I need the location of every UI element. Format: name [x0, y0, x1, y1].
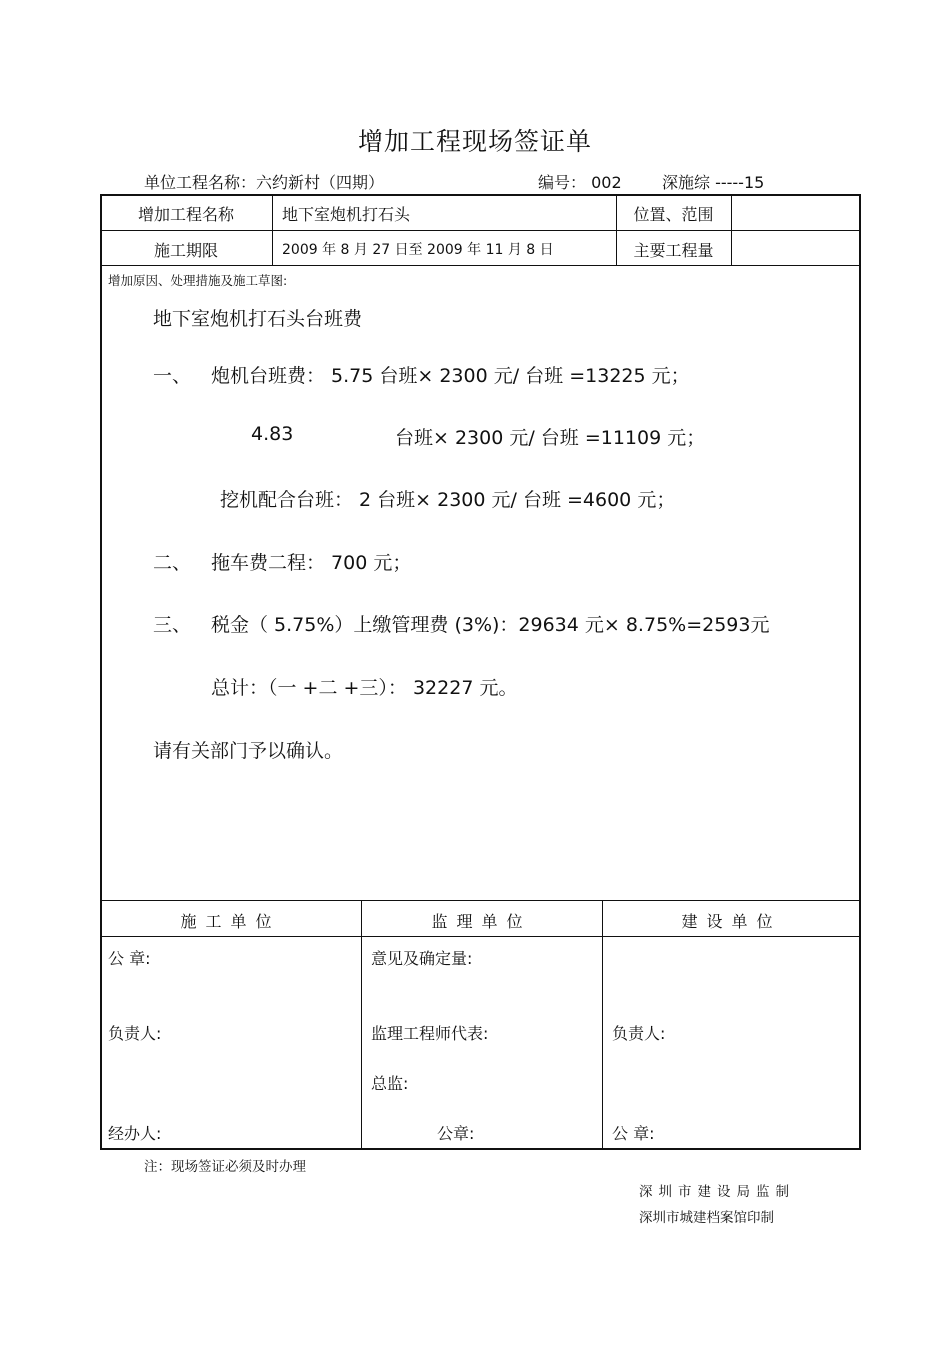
- item-3-number: 三、: [153, 614, 192, 636]
- supervising-engineer-label: 监理工程师代表:: [371, 1024, 489, 1043]
- item-1c-text: 挖机配合台班： 2 台班× 2300 元/ 台班 =4600 元；: [220, 489, 676, 511]
- confirmation-request: 请有关部门予以确认。: [153, 740, 344, 762]
- row-divider: [100, 230, 861, 231]
- location-scope-label: 位置、范围: [633, 205, 714, 224]
- owner-seal-label: 公 章:: [612, 1124, 655, 1143]
- extra-work-name-label: 增加工程名称: [137, 205, 234, 224]
- footer-supervisor: 深圳市建设局监制: [639, 1184, 795, 1200]
- construction-manager-label: 负责人:: [108, 1024, 162, 1043]
- main-quantity-label: 主要工程量: [633, 241, 714, 260]
- item-1-number: 一、: [153, 365, 192, 387]
- item-2-text: 拖车费二程： 700 元；: [211, 552, 412, 574]
- item-3-text: 税金（ 5.75%）上缴管理费 (3%)：29634 元× 8.75%=2593元: [211, 614, 770, 636]
- row-divider: [100, 900, 861, 901]
- item-1b-text: 台班× 2300 元/ 台班 =11109 元；: [395, 427, 706, 449]
- document-title: 增加工程现场签证单: [357, 127, 592, 156]
- owner-unit-header: 建设单位: [681, 912, 782, 931]
- row-divider: [100, 265, 861, 266]
- footer-printer: 深圳市城建档案馆印制: [639, 1210, 774, 1226]
- construction-seal-label: 公 章:: [108, 949, 151, 968]
- col-divider: [602, 900, 603, 1150]
- construction-unit-header: 施工单位: [180, 912, 281, 931]
- chief-supervisor-label: 总监:: [371, 1074, 409, 1093]
- supervision-seal-label: 公章:: [437, 1124, 475, 1143]
- reason-caption: 增加原因、处理措施及施工草图:: [108, 273, 288, 288]
- col-divider: [361, 900, 362, 1150]
- reason-heading: 地下室炮机打石头台班费: [153, 308, 363, 330]
- row-divider: [100, 936, 861, 937]
- item-1b-quantity: 4.83: [251, 423, 294, 445]
- construction-period-label: 施工期限: [153, 241, 218, 260]
- footer-note: 注：现场签证必须及时办理: [144, 1159, 306, 1175]
- supervision-opinion-label: 意见及确定量:: [371, 949, 473, 968]
- form-table: [100, 194, 861, 1150]
- project-name: 单位工程名称：六约新村（四期）: [144, 173, 385, 192]
- construction-handler-label: 经办人:: [108, 1124, 162, 1143]
- extra-work-name-value: 地下室炮机打石头: [282, 205, 411, 224]
- item-2-number: 二、: [153, 552, 192, 574]
- construction-period-value: 2009 年 8 月 27 日至 2009 年 11 月 8 日: [282, 242, 554, 258]
- serial-number: 编号： 002: [538, 173, 622, 192]
- supervision-unit-header: 监理单位: [431, 912, 532, 931]
- document-code: 深施综 -----15: [662, 173, 765, 192]
- total-line: 总计：（一 +二 +三）： 32227 元。: [211, 677, 518, 699]
- col-divider: [272, 194, 273, 266]
- owner-manager-label: 负责人:: [612, 1024, 666, 1043]
- item-1-text: 炮机台班费： 5.75 台班× 2300 元/ 台班 =13225 元；: [211, 365, 690, 387]
- col-divider: [731, 194, 732, 266]
